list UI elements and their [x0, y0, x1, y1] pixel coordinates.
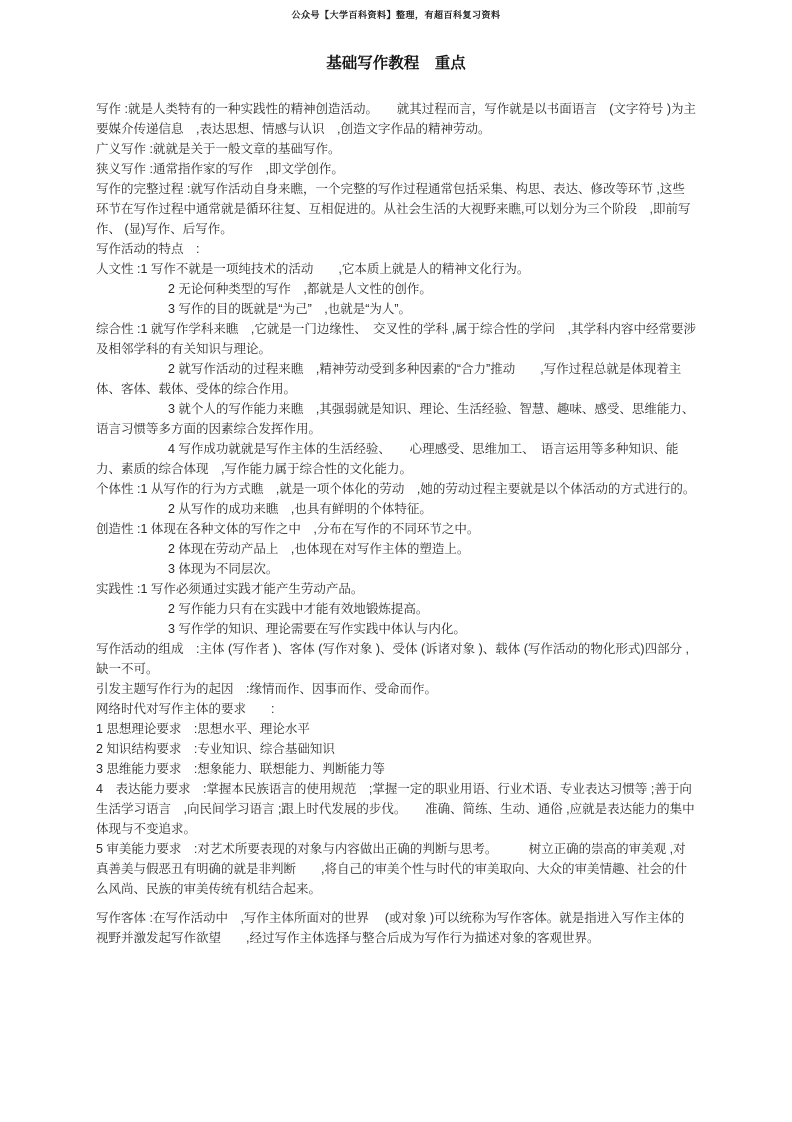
paragraph: 创造性 :1 体现在各种文体的写作之中 ,分布在写作的不同环节之中。: [96, 522, 480, 536]
paragraph: 2 从写作的成功来瞧 ,也具有鲜明的个体特征。: [168, 502, 432, 516]
paragraph: 广义写作 :就就是关于一般文章的基础写作。: [96, 142, 341, 156]
paragraph: 2 写作能力只有在实践中才能有效地锻炼提高。: [168, 602, 429, 616]
paragraph: 1 思想理论要求 :思想水平、理论水平: [96, 722, 310, 736]
paragraph: 4 写作成功就就是写作主体的生活经验、 心理感受、思维加工、 语言运用等多种知识、能力、素质的综合体现 ,写作能力属于综合性的文化能力。: [96, 442, 679, 476]
paragraph: 5 审美能力要求 :对艺术所要表现的对象与内容做出正确的判断与思考。 树立正确的崇高的审美观 ,对真善美与假恶丑有明确的就是非判断 ,将自己的审美个性与时代的审美取向、大众的审美情趣、社会的什么风尚、民族的审美传统有机结合起来。: [96, 842, 687, 896]
page-title: 基础写作教程 重点: [326, 55, 466, 72]
paragraph: 3 思维能力要求 :想象能力、联想能力、判断能力等: [96, 762, 385, 776]
paragraph: 综合性 :1 就写作学科来瞧 ,它就是一门边缘性、 交叉性的学科 ,属于综合性的学问 ,其学科内容中经常要涉及相邻学科的有关知识与理论。: [96, 322, 697, 356]
paragraph: 引发主题写作行为的起因 :缘情而作、因事而作、受命而作。: [96, 682, 437, 696]
document-body: [96, 99, 696, 948]
paragraph: 写作的完整过程 :就写作活动自身来瞧，一个完整的写作过程通常包括采集、构思、表达、修改等环节 ,这些环节在写作过程中通常就是循环往复、互相促进的。从社会生活的大视野来瞧,可以划分为三个阶段 ,即前写作、 (显)写作、后写作。: [96, 182, 691, 236]
paragraph: 2 无论何种类型的写作 ,都就是人文性的创作。: [168, 282, 432, 296]
paragraph: 狭义写作 :通常指作家的写作 ,即文学创作。: [96, 162, 344, 176]
paragraph: 3 写作学的知识、理论需要在写作实践中体认与内化。: [168, 622, 466, 636]
paragraph: 人文性 :1 写作不就是一项纯技术的活动 ,它本质上就是人的精神文化行为。: [96, 262, 530, 276]
paragraph: 2 体现在劳动产品上 ,也体现在对写作主体的塑造上。: [168, 542, 470, 556]
paragraph: 写作活动的组成 :主体 (写作者 )、客体 (写作对象 )、受体 (诉诸对象 )、载体 (写作活动的物化形式)四部分 ,缺一不可。: [96, 642, 690, 676]
paragraph: 个体性 :1 从写作的行为方式瞧 ,就是一项个体化的劳动 ,她的劳动过程主要就是以个体活动的方式进行的。: [96, 482, 696, 496]
paragraph: 4 表达能力要求 :掌握本民族语言的使用规范 ;掌握一定的职业用语、行业术语、专业表达习惯等 ;善于向生活学习语言 ,向民间学习语言 ;跟上时代发展的步伐。 准确、简练、生动、通俗 ,应就是表达能力的集中体现与不变追求。: [96, 782, 695, 836]
paragraph: 2 就写作活动的过程来瞧 ,精神劳动受到多种因素的“合力”推动 ,写作过程总就是体现着主体、客体、载体、受体的综合作用。: [96, 362, 682, 396]
paragraph: 实践性 :1 写作必须通过实践才能产生劳动产品。: [96, 582, 364, 596]
paragraph: 3 就个人的写作能力来瞧 ,其强弱就是知识、理论、生活经验、智慧、趣味、感受、思维能力、语言习惯等多方面的因素综合发挥作用。: [96, 402, 695, 436]
paragraph: 3 写作的目的既就是“为己” ,也就是“为人”。: [168, 302, 412, 316]
paragraph: 网络时代对写作主体的要求 :: [96, 702, 275, 716]
paragraph: 写作 :就是人类特有的一种实践性的精神创造活动。 就其过程而言，写作就是以书面语言 (文字符号 )为主要媒介传递信息 ,表达思想、情感与认识 ,创造文字作品的精神劳动。: [96, 102, 696, 136]
paragraph: 3 体现为不同层次。: [168, 562, 279, 576]
paragraph: 2 知识结构要求 :专业知识、综合基础知识: [96, 742, 335, 756]
watermark-text: 公众号【大学百科资料】整理，有超百科复习资料: [291, 10, 501, 20]
paragraph: 写作活动的特点 :: [96, 242, 200, 256]
paragraph: 写作客体 :在写作活动中 ,写作主体所面对的世界 (或对象 )可以统称为写作客体。就是指进入写作主体的视野并激发起写作欲望 ,经过写作主体选择与整合后成为写作行为描述对象的客观世界。: [96, 911, 685, 945]
